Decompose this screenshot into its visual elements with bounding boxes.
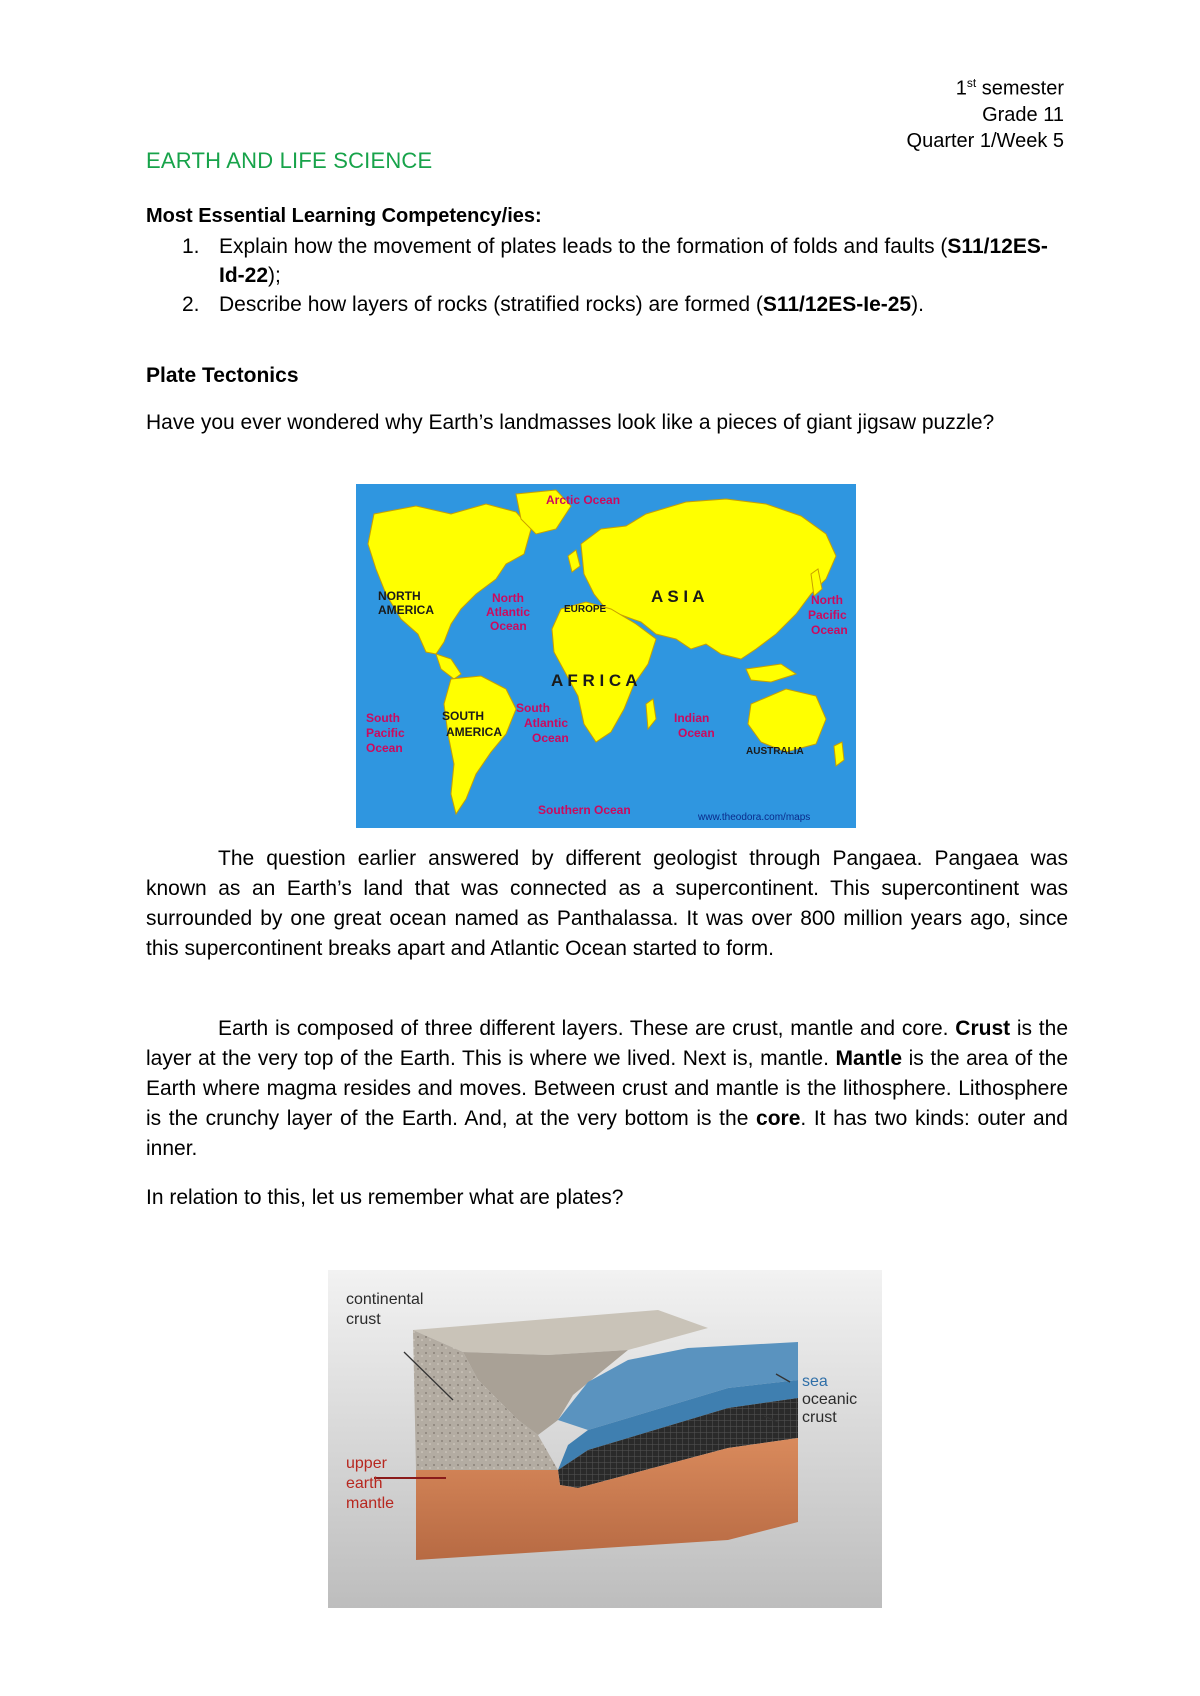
competency-item: 1. Explain how the movement of plates leads to the formation of folds and faults (S11/12ES-Id-22); [182,235,1048,287]
label-north-atlantic-2: Atlantic [486,605,531,619]
label-oceanic-2: crust [802,1409,837,1426]
paragraph-layers: Earth is composed of three different layers. These are crust, mantle and core. Crust is the layer at the very top of the Earth. This is where we lived. Next is, mantle. Mantle is the area of the Earth where magma resides and moves. Between crust and mantle is the lithosphere. Lithosphere is the crunchy layer of the Earth. And, at the very bottom is the core. It has two kinds: outer and inner. [146,1017,1069,1160]
label-north-america-1: NORTH [378,589,421,603]
label-indian-2: Ocean [678,726,715,740]
label-continental-1: continental [346,1291,424,1308]
label-north-atlantic-1: North [492,591,524,605]
competencies-title: Most Essential Learning Competency/ies: [146,205,542,227]
world-map [356,484,856,828]
label-south-america-2: AMERICA [446,725,502,739]
subject-title: EARTH AND LIFE SCIENCE [146,148,433,173]
semester-line: 1st semester [955,76,1064,100]
crust-diagram [328,1270,882,1608]
world-map-figure [356,484,856,828]
label-australia: AUSTRALIA [746,746,804,757]
label-north-america-2: AMERICA [378,603,434,617]
label-north-pacific-3: Ocean [811,623,848,637]
label-mantle-1: upper [346,1455,387,1472]
label-sea: sea [802,1373,828,1390]
label-south-america-1: SOUTH [442,709,484,723]
paragraph-pangaea: The question earlier answered by different geologist through Pangaea. Pangaea was known as an Earth’s land that was connected as a supercontinent. This supercontinent was surrounded by one great ocean named as Panthalassa. It was over 800 million years ago, since this supercontinent breaks apart and Atlantic Ocean started to form. [146,847,1068,960]
plates-question: In relation to this, let us remember what are plates? [146,1186,624,1209]
label-north-pacific-1: North [811,593,843,607]
label-south-atlantic-1: South [516,701,550,715]
label-south-pacific-2: Pacific [366,726,405,740]
label-indian-1: Indian [674,711,710,725]
section-title: Plate Tectonics [146,364,299,387]
label-south-pacific-1: South [366,711,400,725]
label-south-atlantic-2: Atlantic [524,716,569,730]
label-mantle-2: earth [346,1475,383,1492]
intro-question: Have you ever wondered why Earth’s landmasses look like a pieces of giant jigsaw puzzle? [146,411,995,434]
label-north-atlantic-3: Ocean [490,619,527,633]
map-watermark: www.theodora.com/maps [698,812,811,823]
label-south-pacific-3: Ocean [366,741,403,755]
competency-item: 2. Describe how layers of rocks (stratified rocks) are formed (S11/12ES-Ie-25). [182,293,924,316]
competencies-list [146,232,1066,319]
label-europe: EUROPE [564,604,607,615]
grade-line: Grade 11 [982,103,1064,126]
label-continental-2: crust [346,1311,381,1328]
label-arctic-ocean: Arctic Ocean [546,493,621,507]
crust-diagram-figure [328,1270,882,1608]
label-southern-ocean: Southern Ocean [538,803,631,817]
document-header [907,70,1064,154]
label-africa: A F R I C A [551,671,638,690]
label-south-atlantic-3: Ocean [532,731,569,745]
label-asia: A S I A [651,587,705,606]
label-north-pacific-2: Pacific [808,608,847,622]
label-oceanic-1: oceanic [802,1391,858,1408]
label-mantle-3: mantle [346,1495,395,1512]
quarter-line: Quarter 1/Week 5 [906,129,1064,152]
